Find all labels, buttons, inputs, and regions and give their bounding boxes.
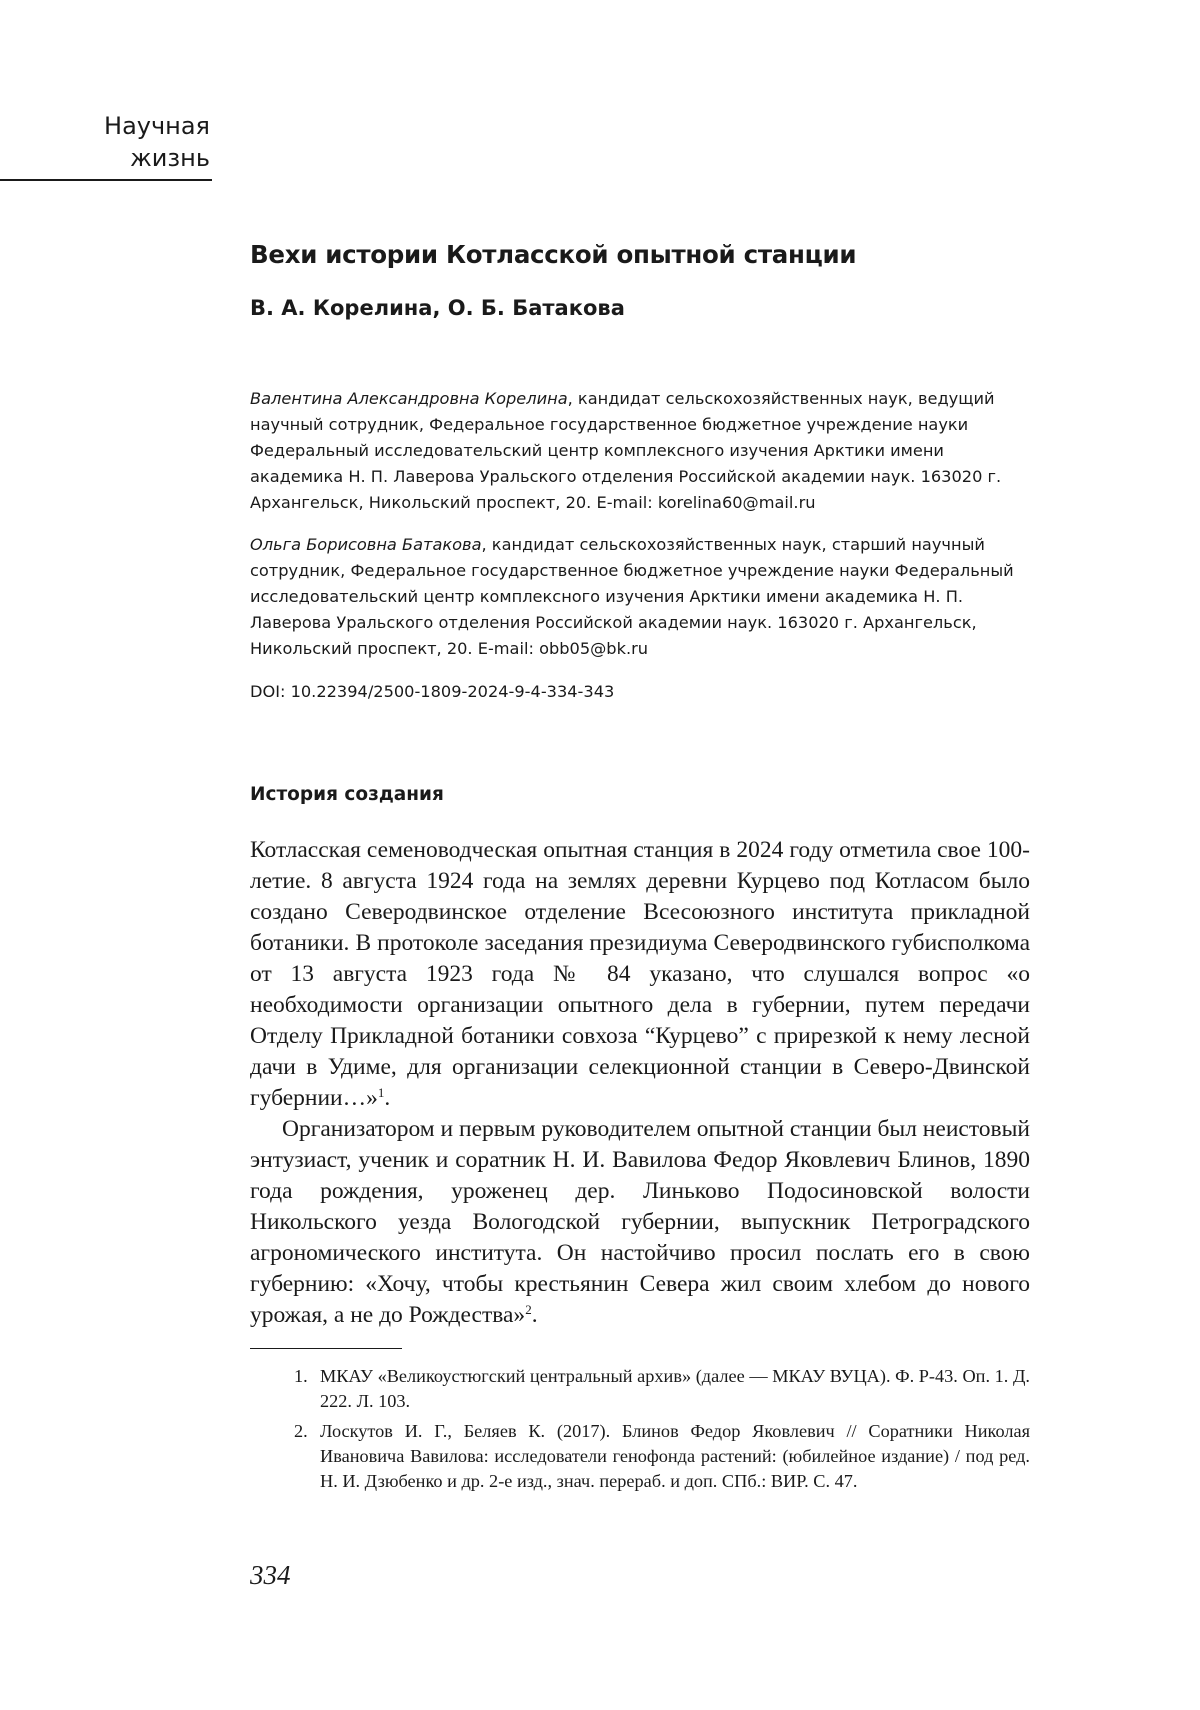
paragraph-1-text: Котласская семеноводческая опытная станция в 2024 году отметила свое 100-летие. 8 августа 1924 года на землях деревни Курцево под Котласом было создано Северодвинское отделение Всесоюзного ин­ститута прикладной ботаники. В протоколе заседания президиума Северодвинского губисполкома от 13 августа 1923 года № 84 ука­зано, что слушался вопрос «о необходимости организации опытно­го дела в губернии, путем передачи Отделу Прикладной ботаники совхоза “Курцево” с прирезкой к нему лесной дачи в Удиме, для ор­ганизации селекционной станции в Северо-Двинской губернии…» [250, 837, 1030, 1111]
footnote-text-2: Лоскутов И. Г., Беляев К. (2017). Блинов Федор Яковлевич // Соратники Николая Ивановича Вавилова: исследователи генофонда растений: (юби­лейное издание) / под ред. Н. И. Дзюбенко и др. 2-е изд., знач. перераб. и доп. СПб.: ВИР. С. 47. [320, 1421, 1030, 1491]
paragraph-1 [250, 835, 1030, 1114]
footnote-text-1: МКАУ «Великоустюгский центральный архив» (далее — МКАУ ВУЦА). Ф. Р-43. Оп. 1. Д. 222. Л. 103. [320, 1366, 1030, 1411]
affiliation-1 [250, 386, 1040, 516]
section-label-rule [0, 179, 212, 181]
affiliation-2 [250, 532, 1040, 662]
footnote-number-2: 2. [294, 1419, 308, 1444]
footnote-number-1: 1. [294, 1364, 308, 1389]
paragraph-2 [250, 1114, 1030, 1331]
section-heading: История создания [250, 784, 444, 805]
section-label [0, 110, 212, 174]
section-label-line1: Научная [0, 110, 212, 142]
footnotes [250, 1364, 1030, 1499]
footnote-separator [250, 1348, 402, 1349]
doi: DOI: 10.22394/2500-1809-2024-9-4-334-343 [250, 682, 614, 701]
body-text [250, 835, 1030, 1331]
paragraph-2-end: . [532, 1302, 538, 1328]
footnote-2 [250, 1419, 1030, 1494]
author-name-2: Ольга Борисовна Батакова [250, 535, 482, 554]
page-number: 334 [250, 1560, 291, 1591]
footnote-1 [250, 1364, 1030, 1414]
section-label-line2: жизнь [0, 142, 212, 174]
paragraph-1-end: . [384, 1085, 390, 1111]
affiliation-text-2: , кандидат сельскохозяйственных наук, старший научный сотрудник, Федеральное государственное бюджетное учреждение науки Федеральный исследовательский центр комплексного изучения Арктики имени академика Н. П. Лаверова Уральского отделения Российской академии наук. 163020 г. Архангельск, Никольский проспект, 20. E-mail: obb05@bk.ru [250, 535, 1014, 658]
article-title: Вехи истории Котласской опытной станции [250, 240, 856, 269]
author-name-1: Валентина Александровна Корелина [250, 389, 568, 408]
affiliation-text-1: , кандидат сельскохозяйственных наук, ведущий научный сотрудник, Федеральное государственное бюджетное учреждение науки Федеральный исследовательский центр комплексного изучения Арктики имени академика Н. П. Лаверова Уральского отделения Российской академии наук. 163020 г. Архангельск, Никольский проспект, 20. E-mail: korelina60@mail.ru [250, 389, 1001, 512]
footnote-ref-2[interactable]: 2 [525, 1302, 532, 1317]
authors: В. А. Корелина, О. Б. Батакова [250, 296, 625, 320]
paragraph-2-text: Организатором и первым руководителем опытной станции был неистовый энтузиаст, ученик и соратник Н. И. Вавилова Федор Яковлевич Блинов, 1890 года рождения, уроженец дер. Линьково Подосиновской волости Никольского уезда Вологодской губернии, выпускник Петроградского агрономического института. Он настой­чиво просил послать его в свою губернию: «Хочу, чтобы крестьянин Севера жил своим хлебом до нового урожая, а не до Рождества» [250, 1116, 1030, 1328]
footnote-ref-1[interactable]: 1 [378, 1085, 385, 1100]
